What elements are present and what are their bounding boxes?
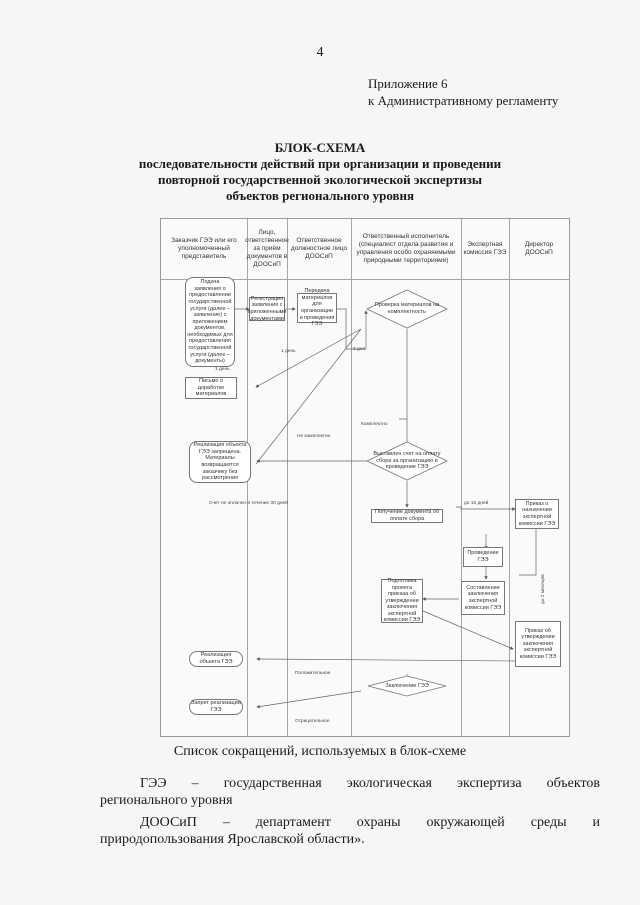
abbr-word: окружающей bbox=[426, 815, 505, 830]
label-incomplete: Не комплектно bbox=[297, 434, 331, 439]
node-application: Подача заявления о предоставлении государственной услуги (далее – заявление) с приложением документов, необходимых для предоставления государственной услуги (далее – документы) bbox=[185, 277, 235, 367]
decision-conclusion-text: Заключение ГЭЭ bbox=[385, 682, 429, 689]
node-compose-conclusion: Составление заключения экспертной комиссии ГЭЭ bbox=[461, 581, 505, 615]
abbr-word: и bbox=[592, 815, 600, 830]
label-days2: 2 дня bbox=[353, 347, 366, 352]
decision-invoice-text: Выставлен счет на оплату сбора за организацию и проведение ГЭЭ bbox=[373, 451, 441, 471]
title-line-3: повторной государственной экологической экспертизы bbox=[157, 172, 483, 187]
node-order-appoint: Приказ о назначении экспертной комиссии ГЭЭ bbox=[515, 499, 559, 529]
decision-check-text: Проверка материалов на комплектность bbox=[374, 302, 440, 315]
document-title bbox=[120, 140, 520, 204]
decision-conclusion bbox=[367, 675, 447, 697]
label-negative: Отрицательное bbox=[295, 719, 330, 724]
abbr-dash: – bbox=[222, 815, 230, 830]
column-header-official: Ответственное должностное лицо ДООСиП bbox=[290, 237, 348, 260]
node-realization-prohibit: Запрет реализации ГЭЭ bbox=[189, 699, 243, 715]
title-line-4: объектов регионального уровня bbox=[225, 188, 415, 203]
node-conduct: Проведение ГЭЭ bbox=[463, 547, 503, 567]
node-rework-letter: Письмо о доработке материалов bbox=[185, 377, 237, 399]
column-header-commission: Экспертная комиссия ГЭЭ bbox=[463, 241, 507, 256]
decision-check bbox=[366, 289, 448, 329]
title-line-2: последовательности действий при организации и проведении bbox=[138, 156, 502, 171]
abbr-term: ДООСиП bbox=[140, 815, 197, 830]
abbreviation-gee bbox=[100, 775, 600, 809]
label-complete: Комплектно bbox=[361, 422, 388, 427]
abbr-word: экологическая bbox=[346, 776, 432, 791]
node-realization-banned: Реализация объекта ГЭЭ запрещена. Материалы возвращаются заказчику без рассмотрения bbox=[189, 441, 251, 483]
decision-invoice bbox=[366, 441, 448, 481]
column-header-customer: Заказчик ГЭЭ или его уполномоченный представитель bbox=[171, 237, 237, 260]
node-payment-received: Получение документа об оплате сбора bbox=[371, 509, 443, 523]
label-day1b: 1 день bbox=[281, 349, 296, 354]
abbr-dash: – bbox=[191, 776, 199, 791]
abbr-word: экспертиза bbox=[456, 776, 522, 791]
abbreviation-doosip bbox=[100, 814, 600, 848]
node-transfer: Передача материалов для организации и проведения ГЭЭ bbox=[297, 293, 337, 323]
column-header-intake: Лицо, ответственное за приём документов в ДООСиП bbox=[245, 229, 289, 268]
page-number: 4 bbox=[316, 45, 324, 60]
node-order-approve: Приказ об утверждении заключения экспертной комиссии ГЭЭ bbox=[515, 621, 561, 667]
flowchart bbox=[160, 218, 570, 737]
abbr-word: объектов bbox=[546, 776, 600, 791]
node-realization: Реализация объекта ГЭЭ bbox=[189, 651, 243, 667]
appendix-label: Приложение 6 bbox=[368, 76, 448, 91]
column-header-director: Директор ДООСиП bbox=[524, 241, 554, 256]
abbr-continuation: регионального уровня bbox=[100, 793, 233, 808]
label-day1: 1 день bbox=[215, 367, 230, 372]
label-up-to-15: до 15 дней bbox=[464, 501, 489, 506]
abbr-word: департамент bbox=[255, 815, 331, 830]
abbr-continuation: природопользования Ярославской области». bbox=[100, 832, 365, 847]
abbr-word: государственная bbox=[223, 776, 322, 791]
abbreviations-title: Список сокращений, используемых в блок-схеме bbox=[173, 744, 467, 759]
abbr-word: среды bbox=[530, 815, 567, 830]
abbr-word: охраны bbox=[356, 815, 401, 830]
label-up-to-2-months: до 2 месяцев bbox=[541, 574, 546, 604]
appendix-reference: к Административному регламенту bbox=[368, 93, 559, 108]
node-registration: Регистрация заявления с приложенными документами bbox=[247, 295, 287, 322]
title-main: БЛОК-СХЕМА bbox=[274, 140, 366, 155]
label-positive: Положительное bbox=[295, 671, 331, 676]
abbr-term: ГЭЭ bbox=[140, 776, 167, 791]
label-unpaid-30: Счет не оплачен в течение 30 дней bbox=[209, 501, 288, 506]
column-header-executor: Ответственный исполнитель (специалист отдела развития и управления особо охраняемыми природными территориями) bbox=[356, 233, 456, 264]
node-draft-order: Подготовка проекта приказа об утверждении заключения экспертной комиссии ГЭЭ bbox=[381, 579, 423, 623]
